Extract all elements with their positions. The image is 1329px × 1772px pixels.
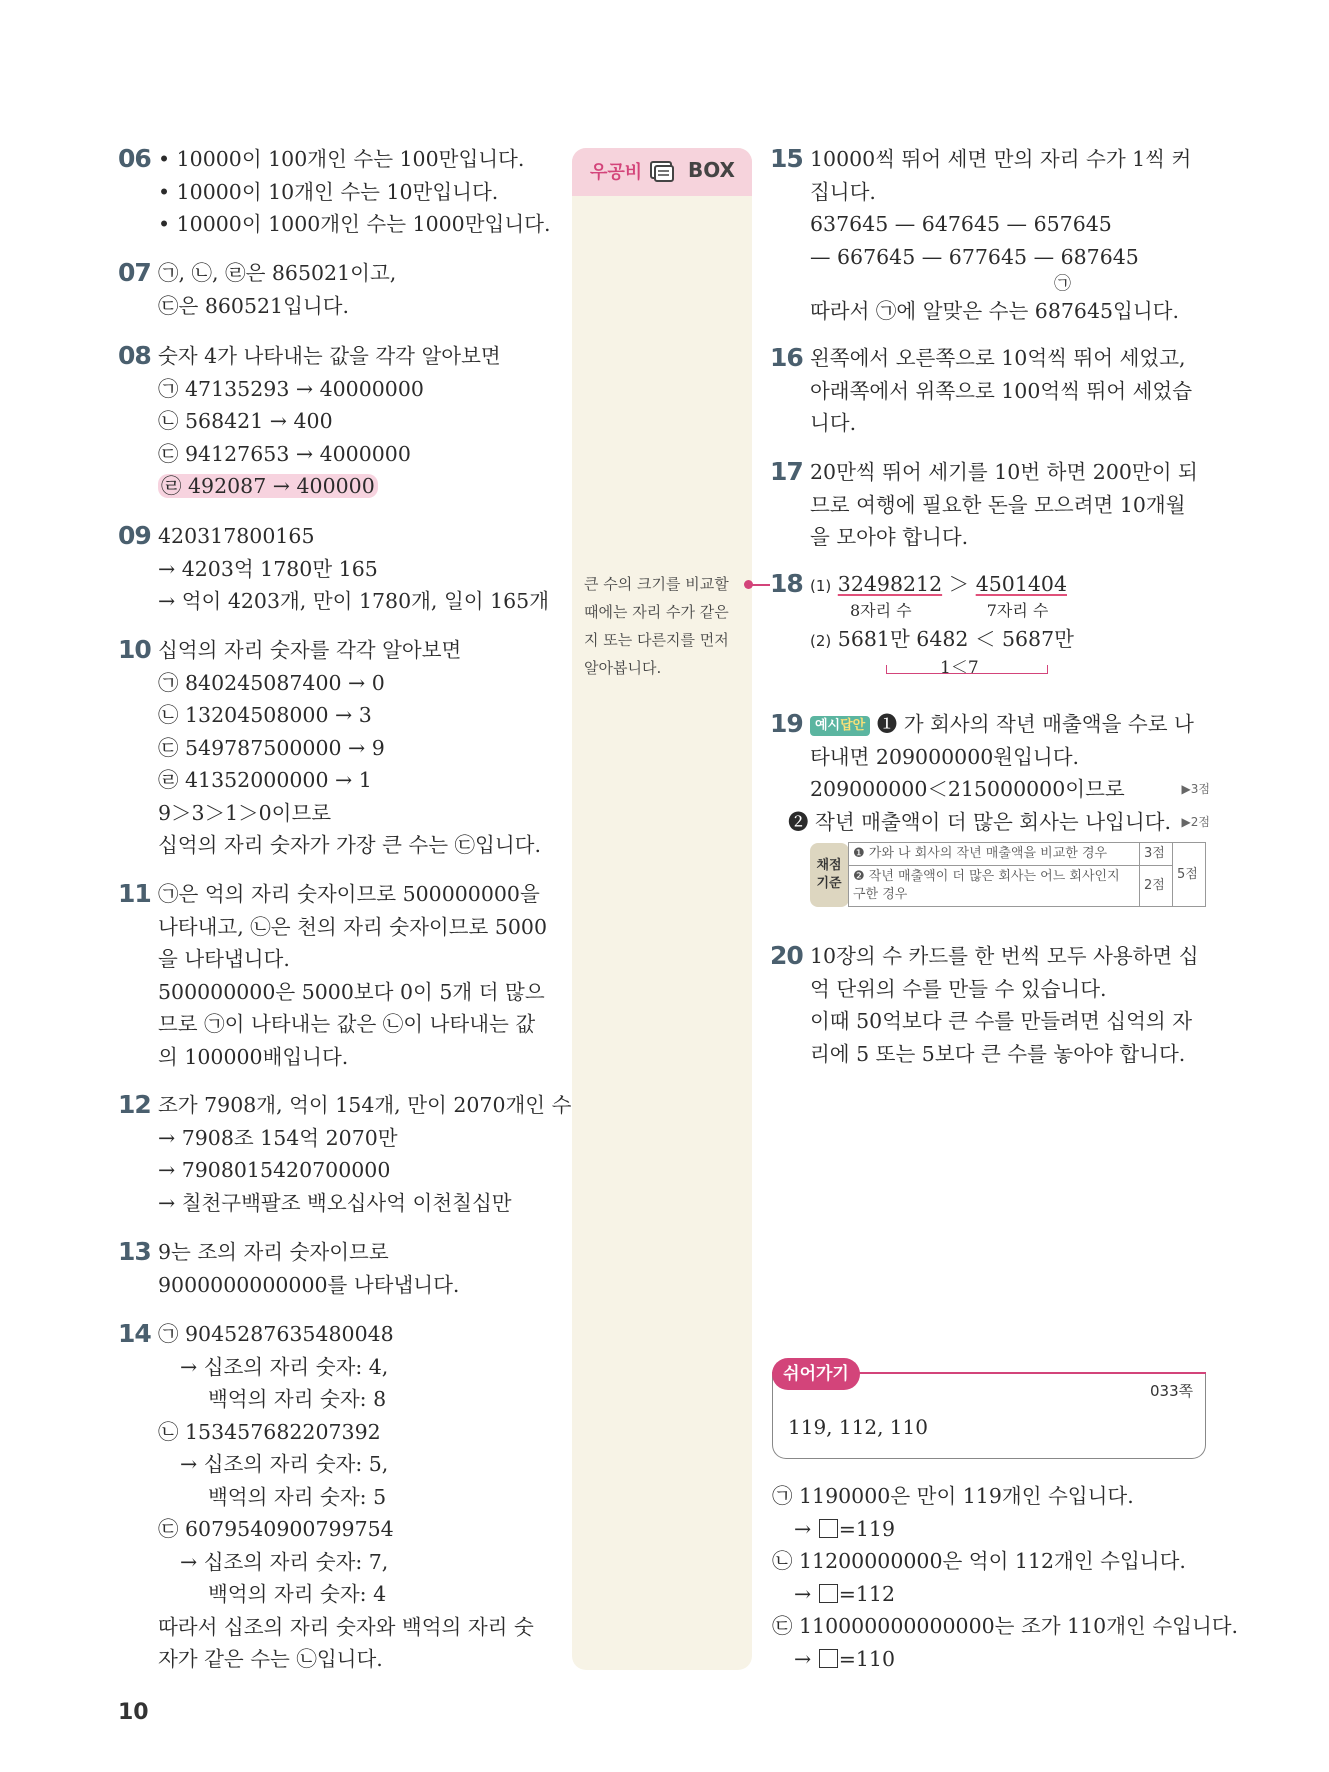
compare-bracket [886,665,1048,674]
answer-line: 므로 여행에 필요한 돈을 모으려면 10개월 [810,492,1186,517]
tip-connector-dot [744,580,753,589]
digit-compare: 1＜7 [940,658,979,678]
problem-number: 19 [770,709,803,738]
rest-tag: 쉬어가기 [772,1358,860,1390]
points-label: ▶2점 [1181,814,1210,829]
comparison-line-2 [810,623,1210,656]
rest-answer: 119, 112, 110 [788,1415,928,1439]
answer-line: ㉡ 153457682207392 [158,1419,381,1444]
tip-note-line: 알아봅니다. [584,659,662,677]
problem-number: 16 [770,343,803,372]
blank-box [819,1649,838,1668]
answer-line: ㉠ 47135293 → 40000000 [158,376,424,401]
answer-line: • 10000이 100개인 수는 100만입니다. [158,147,525,171]
tip-box-title: 우공비 [590,162,643,183]
answer-line: → 4203억 1780만 165 [158,556,378,581]
problem-number: 15 [770,144,803,173]
scoring-header: 채점 기준 [810,843,849,907]
answer-line: 백억의 자리 숫자: 8 [208,1387,387,1411]
points-label: ▶3점 [1181,782,1210,796]
answer-line: ㉣ 41352000000 → 1 [158,768,372,792]
problem-number: 20 [770,941,803,970]
sub-label: (1) [810,577,832,595]
blank-marker: ㉠ [1054,274,1071,294]
tip-box [572,148,752,1670]
answer-line: 예시답안 ❶ 가 회사의 작년 매출액을 수로 나 [810,708,1210,741]
answer-line: • 10000이 10개인 수는 10만입니다. [158,179,499,204]
answer-line: → =112 [794,1581,896,1606]
answer-line: → 십조의 자리 숫자: 5, [180,1452,389,1476]
problem-number: 11 [118,879,151,908]
scoring-points: 3점 [1140,843,1173,866]
scoring-row: ❶ 가와 나 회사의 작년 매출액을 비교한 경우 [849,843,1140,866]
answer-line: 을 모아야 합니다. [810,525,969,549]
example-answer-badge: 예시답안 [810,716,870,736]
answer-line: → 십조의 자리 숫자: 7, [180,1549,389,1574]
book-stack-icon [648,158,676,184]
operator: ＞ [948,572,970,596]
problem-number: 18 [770,569,803,598]
answer-line: ㉠ 9045287635480048 [158,1322,394,1346]
answer-line: 9는 조의 자리 숫자이므로 [158,1240,389,1264]
problem-number: 17 [770,457,803,486]
answer-line: 500000000은 5000보다 0이 5개 더 많으 [158,979,545,1004]
answer-line: → 칠천구백팔조 백오십사억 이천칠십만 [158,1190,512,1215]
page-number: 10 [118,1700,149,1725]
comparison-line-1 [810,568,1210,601]
digit-count-a: 8자리 수 [850,600,912,620]
answer-line: ❷ 작년 매출액이 더 많은 회사는 나입니다. ▶2점 [788,806,1210,839]
answer-line: 20만씩 뛰어 세기를 10번 하면 200만이 되 [810,460,1198,484]
blank-box [819,1584,838,1603]
tip-note [584,570,754,682]
digit-count-b: 7자리 수 [986,600,1049,620]
answer-line: ㉡ 13204508000 → 3 [158,703,372,727]
blank-box [819,1519,838,1538]
answer-line: 420317800165 [158,524,315,548]
answer-line: → =110 [794,1646,896,1671]
answer-line: → 십조의 자리 숫자: 4, [180,1354,389,1379]
scoring-row: ❷ 작년 매출액이 더 많은 회사는 어느 회사인지 구한 경우 [849,866,1140,907]
answer-line: 자가 같은 수는 ㉡입니다. [158,1647,383,1671]
answer-line: 이때 50억보다 큰 수를 만들려면 십억의 자 [810,1009,1193,1033]
answer-line: 집니다. [810,179,876,204]
answer-line: 왼쪽에서 오른쪽으로 10억씩 뛰어 세었고, [810,346,1186,370]
answer-line: → =119 [794,1516,896,1541]
answer-line: 637645 — 647645 — 657645 [810,212,1112,236]
tip-box-label: BOX [688,158,735,182]
tip-note-line: 때에는 자리 수가 같은 [584,603,729,621]
answer-line: 10000씩 뛰어 세면 만의 자리 수가 1씩 커 [810,147,1192,171]
answer-line: 9000000000000를 나타냅니다. [158,1272,460,1297]
sub-label: (2) [810,631,832,650]
answer-line: 백억의 자리 숫자: 4 [208,1582,387,1606]
tip-note-line: 큰 수의 크기를 비교할 [584,575,729,593]
problem-number: 14 [118,1319,151,1348]
answer-line: → 7908조 154억 2070만 [158,1125,398,1150]
answer-line: 타내면 209000000원입니다. [810,744,1080,769]
answer-line: 10장의 수 카드를 한 번씩 모두 사용하면 십 [810,944,1199,968]
answer-line: 십억의 자리 숫자가 가장 큰 수는 ㉢입니다. [158,833,541,857]
problem-number: 13 [118,1237,151,1266]
answer-line: → 억이 4203개, 만이 1780개, 일이 165개 [158,589,550,613]
comparison-expression: 5681만 6482 ＜ 5687만 [837,626,1074,651]
number-a: 32498212 [837,572,943,596]
scoring-total: 5점 [1173,843,1206,907]
answer-line: ㉡ 11200000000은 억이 112개인 수입니다. [772,1549,1186,1573]
answer-line: 따라서 ㉠에 알맞은 수는 687645입니다. [810,299,1179,323]
rest-page-ref: 033쪽 [1150,1382,1194,1400]
answer-line: ㉠은 억의 자리 숫자이므로 500000000을 [158,882,540,906]
problem-number: 06 [118,144,151,173]
problem-number: 08 [118,341,151,370]
answer-line: 억 단위의 수를 만들 수 있습니다. [810,976,1107,1001]
answer-line: ㉠ 840245087400 → 0 [158,670,385,695]
tip-box-header [572,148,752,196]
answer-line: 조가 7908개, 억이 154개, 만이 2070개인 수 [158,1093,572,1117]
answer-line: ㉡ 568421 → 400 [158,409,333,433]
answer-line: 9＞3＞1＞0이므로 [158,800,332,825]
answer-line: — 667645 — 677645 — 687645 [810,244,1139,269]
tip-note-line: 지 또는 다른지를 먼저 [584,631,729,649]
answer-line: 나타내고, ㉡은 천의 자리 숫자이므로 5000 [158,914,548,939]
answer-line: → 7908015420700000 [158,1158,391,1182]
answer-line: ㉢ 6079540900799754 [158,1517,394,1541]
answer-line: ㉢ 549787500000 → 9 [158,735,385,760]
digit-count-line [810,601,1210,623]
answer-line: ㉢ 110000000000000는 조가 110개인 수입니다. [772,1614,1239,1638]
rest-box-top-line [858,1372,1206,1374]
scoring-table [810,842,1206,907]
answer-line: 므로 ㉠이 나타내는 값은 ㉡이 나타내는 값 [158,1012,536,1036]
answer-line: 숫자 4가 나타내는 값을 각각 알아보면 [158,344,501,368]
answer-line: 209000000＜215000000이므로 ▶3점 [810,773,1210,806]
answer-line: ㉢ 94127653 → 4000000 [158,441,411,466]
answer-line: 따라서 십조의 자리 숫자와 백억의 자리 숫 [158,1614,534,1639]
answer-line: 십억의 자리 숫자를 각각 알아보면 [158,638,462,662]
answer-line: 리에 5 또는 5보다 큰 수를 놓아야 합니다. [810,1041,1186,1066]
answer-line: 아래쪽에서 위쪽으로 100억씩 뛰어 세었습 [810,378,1193,403]
problem-number: 10 [118,635,151,664]
answer-line: 백억의 자리 숫자: 5 [208,1484,387,1509]
answer-line: 을 나타냅니다. [158,947,290,971]
problem-number: 07 [118,258,151,287]
answer-line: 의 100000배입니다. [158,1044,349,1069]
answer-line: ㉠ 1190000은 만이 119개인 수입니다. [772,1484,1134,1508]
answer-line: 니다. [810,411,857,435]
answer-line-highlighted [158,470,566,503]
answer-line: ㉢은 860521입니다. [158,293,350,318]
number-b: 4501404 [975,572,1067,596]
problem-number: 09 [118,521,151,550]
answer-highlight: ㉣ 492087 → 400000 [158,474,378,498]
answer-line: • 10000이 1000개인 수는 1000만입니다. [158,212,551,236]
problem-number: 12 [118,1090,151,1119]
scoring-points: 2점 [1140,866,1173,907]
answer-line: ㉠, ㉡, ㉣은 865021이고, [158,261,397,285]
